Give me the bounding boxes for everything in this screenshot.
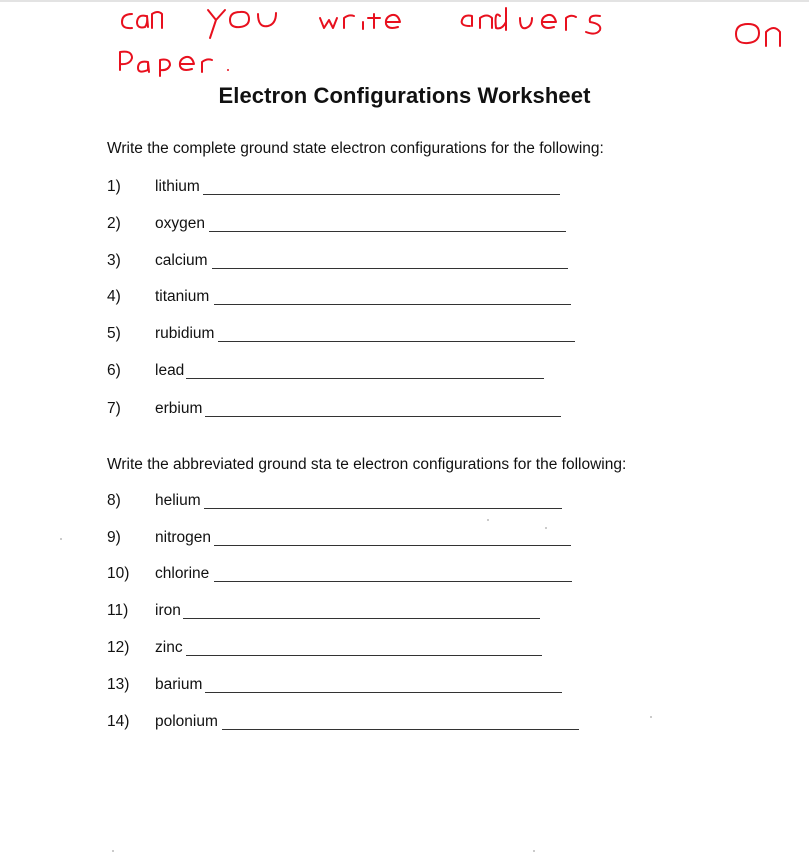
question-number: 11) [107, 602, 129, 619]
question-number: 2) [107, 215, 121, 232]
answer-line[interactable] [214, 545, 571, 546]
scan-speck [533, 850, 535, 852]
question-number: 3) [107, 252, 121, 269]
answer-line[interactable] [212, 268, 568, 269]
element-label: nitrogen [155, 529, 212, 546]
question-number: 14) [107, 713, 130, 730]
element-label: iron [155, 602, 181, 619]
answer-line[interactable] [209, 231, 566, 232]
answer-line[interactable] [183, 618, 540, 619]
question-number: 7) [107, 400, 121, 417]
worksheet-title: Electron Configurations Worksheet [218, 83, 591, 108]
question-number: 9) [107, 529, 121, 546]
scan-speck [112, 850, 114, 852]
question-number: 10) [107, 565, 130, 582]
scan-speck [487, 519, 489, 521]
handwritten-note [0, 0, 809, 90]
section2-instructions: Write the abbreviated ground sta te electron configurations for the following: [107, 456, 627, 473]
question-number: 4) [107, 288, 121, 305]
element-label: oxygen [155, 215, 205, 232]
question-number: 8) [107, 492, 121, 509]
element-label: helium [155, 492, 201, 509]
question-number: 5) [107, 325, 121, 342]
element-label: chlorine [155, 565, 210, 582]
question-number: 12) [107, 639, 130, 656]
question-number: 6) [107, 362, 121, 379]
answer-line[interactable] [186, 655, 542, 656]
answer-line[interactable] [203, 194, 560, 195]
answer-line[interactable] [205, 416, 561, 417]
element-label: titanium [155, 288, 210, 305]
answer-line[interactable] [214, 304, 571, 305]
answer-line[interactable] [214, 581, 572, 582]
section1-instructions: Write the complete ground state electron configurations for the following: [107, 140, 604, 157]
element-label: lead [155, 362, 185, 379]
element-label: lithium [155, 178, 200, 195]
element-label: barium [155, 676, 203, 693]
answer-line[interactable] [205, 692, 562, 693]
answer-line[interactable] [186, 378, 544, 379]
element-label: rubidium [155, 325, 215, 342]
question-number: 13) [107, 676, 130, 693]
answer-line[interactable] [218, 341, 575, 342]
scan-speck [60, 538, 62, 540]
scan-speck [650, 716, 652, 718]
element-label: calcium [155, 252, 208, 269]
element-label: erbium [155, 400, 203, 417]
question-number: 1) [107, 178, 121, 195]
scan-speck [545, 527, 547, 529]
answer-line[interactable] [222, 729, 579, 730]
answer-line[interactable] [204, 508, 562, 509]
element-label: zinc [155, 639, 183, 656]
element-label: polonium [155, 713, 218, 730]
